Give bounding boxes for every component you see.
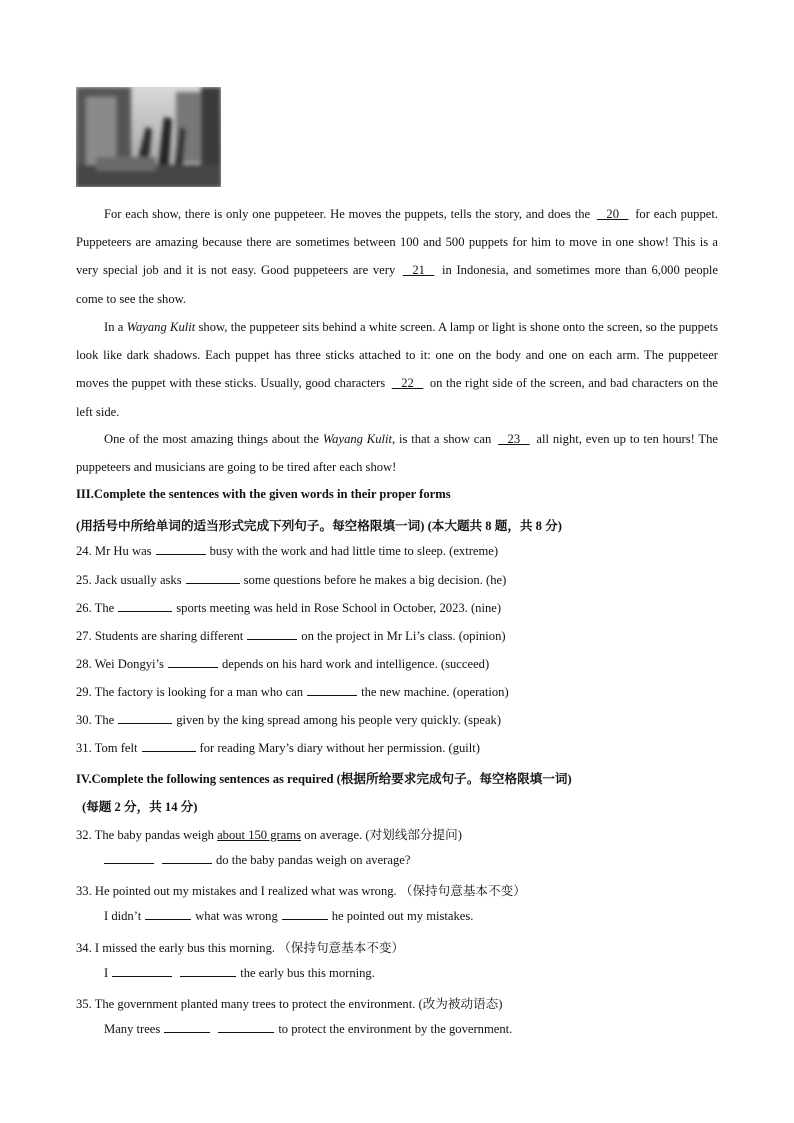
answer-blank[interactable] [247, 628, 297, 640]
answer-blank[interactable] [180, 965, 236, 977]
blank-21[interactable]: 21 [412, 263, 425, 278]
question-34: 34. I missed the early bus this morning. （保持句意基本不变） [76, 941, 405, 955]
answer-blank[interactable] [104, 852, 154, 864]
answer-blank[interactable] [156, 543, 206, 555]
answer-blank[interactable] [186, 572, 240, 584]
answer-blank[interactable] [142, 740, 196, 752]
passage-paragraph-1: For each show, there is only one puppeteer. He moves the puppets, tells the story, and does the 20 for each puppet. Puppeteers are amazing because there are sometimes between 100 and 500 puppets for him to move in one show! This is a very special job and it is not easy. Good puppeteers are very 21 in Indonesia, and sometimes more than 6,000 people come to see the show. [76, 200, 718, 313]
answer-blank[interactable] [118, 600, 172, 612]
answer-blank[interactable] [112, 965, 172, 977]
question-25: 25. Jack usually asks some questions before he makes a big decision. (he) [76, 573, 507, 587]
question-32-answer: do the baby pandas weigh on average? [104, 852, 410, 868]
answer-blank[interactable] [282, 908, 328, 920]
answer-blank[interactable] [307, 684, 357, 696]
question-26: 26. The sports meeting was held in Rose School in October, 2023. (nine) [76, 601, 502, 615]
blank-20[interactable]: 20 [606, 207, 619, 221]
question-27: 27. Students are sharing different on the project in Mr Li’s class. (opinion) [76, 629, 506, 643]
question-29: 29. The factory is looking for a man who can the new machine. (operation) [76, 685, 509, 699]
question-32: 32. The baby pandas weigh about 150 grams on average. (对划线部分提问) [76, 828, 462, 842]
answer-blank[interactable] [118, 712, 172, 724]
question-24: 24. Mr Hu was busy with the work and had little time to sleep. (extreme) [76, 544, 499, 558]
question-35: 35. The government planted many trees to protect the environment. (改为被动语态) [76, 997, 503, 1011]
question-31: 31. Tom felt for reading Mary’s diary without her permission. (guilt) [76, 741, 480, 755]
answer-blank[interactable] [162, 852, 212, 864]
section-3-heading: III.Complete the sentences with the given words in their proper forms [76, 487, 451, 501]
question-33: 33. He pointed out my mistakes and I realized what was wrong. （保持句意基本不变） [76, 884, 526, 898]
question-30: 30. The given by the king spread among his people very quickly. (speak) [76, 713, 502, 727]
section-3-instruction: (用括号中所给单词的适当形式完成下列句子。每空格限填一词) (本大题共 8 题，共 8 分) [76, 519, 562, 533]
passage-paragraph-2: In a Wayang Kulit show, the puppeteer sits behind a white screen. A lamp or light is shone onto the screen, so the puppets look like dark shadows. Each puppet has three sticks attached to it: one on the body and one on each arm. The puppeteer moves the puppet with these sticks. Usually, good characters 22 on the right side of the screen, and bad characters on the left side. [76, 320, 718, 419]
section-4-score: (每题 2 分，共 14 分) [82, 800, 198, 814]
answer-blank[interactable] [145, 908, 191, 920]
question-33-answer: I didn’t what was wrong he pointed out my mistakes. [104, 909, 474, 923]
section-4-heading: IV.Complete the following sentences as required (根据所给要求完成句子。每空格限填一词) [76, 772, 572, 786]
answer-blank[interactable] [164, 1021, 210, 1033]
puppet-photo [76, 87, 221, 187]
question-35-answer: Many trees to protect the environment by the government. [104, 1022, 513, 1036]
answer-blank[interactable] [218, 1021, 274, 1033]
blank-23[interactable]: 23 [507, 432, 521, 446]
blank-22[interactable]: 22 [401, 376, 414, 391]
passage-paragraph-3: One of the most amazing things about the Wayang Kulit, is that a show can 23 all night, even up to ten hours! The puppeteers and musicians are going to be tired after each show! [76, 425, 718, 481]
question-34-answer: I the early bus this morning. [104, 966, 375, 980]
answer-blank[interactable] [168, 656, 218, 668]
question-28: 28. Wei Dongyi’s depends on his hard work and intelligence. (succeed) [76, 657, 490, 671]
